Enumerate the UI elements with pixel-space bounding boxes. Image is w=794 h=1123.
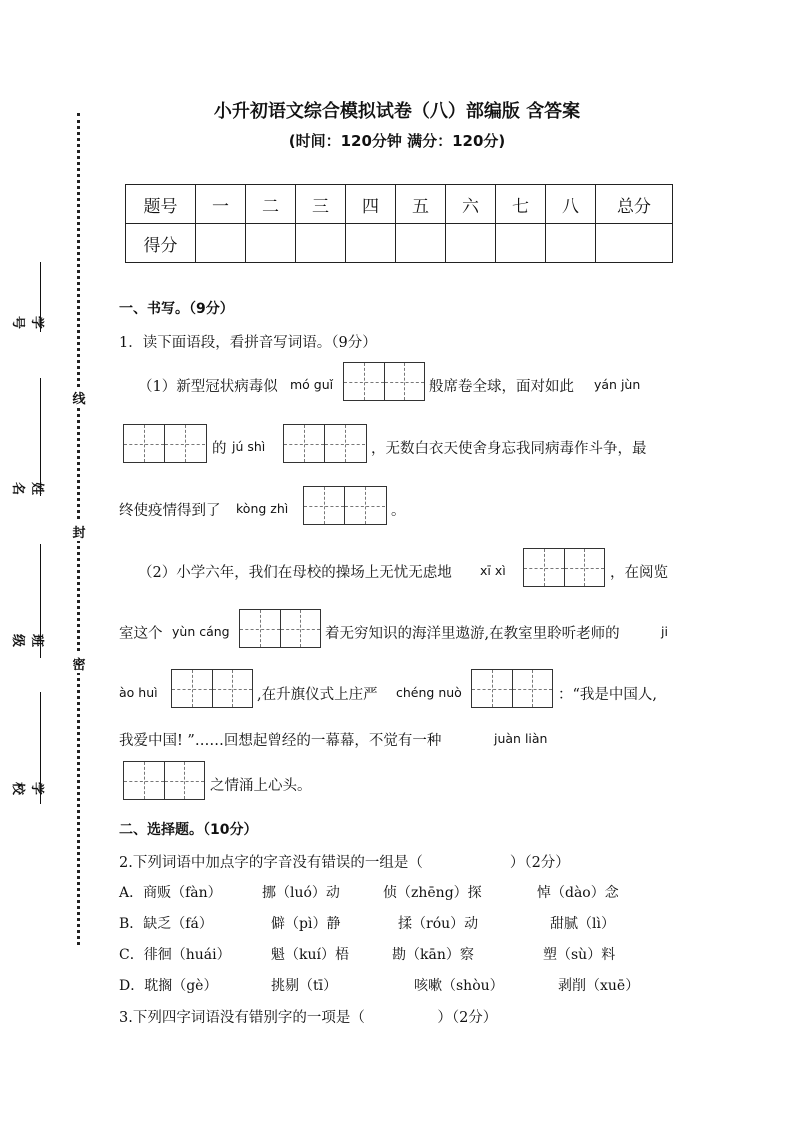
pinyin-juanlian: juàn liàn	[494, 731, 548, 746]
seal-mark-xian: 线	[71, 388, 87, 407]
option-a-4: 悼（dào）念	[537, 885, 619, 901]
score-cell[interactable]	[346, 224, 396, 263]
answer-box-juanlian[interactable]	[123, 761, 205, 800]
option-b-4: 甜腻（lì）	[550, 916, 615, 932]
p1-text-a: （1）新型冠状病毒似	[138, 379, 278, 395]
score-cell[interactable]	[196, 224, 246, 263]
option-b-3: 揉（róu）动	[398, 916, 479, 932]
option-c-3: 勘（kān）察	[392, 947, 474, 963]
option-b-1[interactable]: B．缺乏（fá）	[119, 916, 213, 932]
answer-box-jushi[interactable]	[283, 424, 367, 463]
class-label: 班级	[10, 634, 44, 648]
score-cell[interactable]	[446, 224, 496, 263]
pinyin-xixi: xī xì	[480, 563, 506, 578]
seal-mark-mi: 密	[71, 654, 87, 673]
answer-box-xixi[interactable]	[523, 548, 605, 587]
p2-text-g: 我爱中国! ”……回想起曾经的一幕幕，不觉有一种	[119, 733, 442, 749]
option-a-2: 挪（luó）动	[262, 885, 340, 901]
header-cell: 四	[346, 185, 396, 224]
header-cell: 六	[446, 185, 496, 224]
p1-text-c: 的	[212, 441, 227, 457]
option-d-3: 咳嗽（shòu）	[414, 978, 504, 994]
score-table	[125, 184, 673, 263]
score-table-header-row	[126, 185, 673, 224]
p2-text-c: 室这个	[119, 626, 163, 642]
p2-text-h: 之情涌上心头。	[210, 778, 312, 794]
header-cell: 三	[296, 185, 346, 224]
header-cell: 二	[246, 185, 296, 224]
option-d-1[interactable]: D．耽搁（gè）	[119, 978, 218, 994]
name-label: 姓名	[10, 482, 44, 496]
question-3: 3.下列四字词语没有错别字的一项是（ ）（2分）	[119, 1010, 498, 1026]
option-c-1[interactable]: C．徘徊（huái）	[119, 947, 231, 963]
pinyin-chengnuo: chéng nuò	[396, 685, 462, 700]
section1-heading: 一、书写。（9分）	[119, 301, 234, 317]
pinyin-yanjun: yán jùn	[594, 377, 641, 392]
pinyin-jiaohui-b: ào huì	[119, 685, 158, 700]
score-cell[interactable]	[296, 224, 346, 263]
answer-box-mogui[interactable]	[343, 362, 425, 401]
score-cell[interactable]	[396, 224, 446, 263]
option-a-1[interactable]: A．商贩（fàn）	[119, 885, 222, 901]
p1-text-d: ，无数白衣天使舍身忘我同病毒作斗争，最	[371, 441, 647, 457]
answer-box-jiaohui[interactable]	[171, 669, 253, 708]
option-d-2: 挑剔（tī）	[271, 978, 338, 994]
p2-text-e: ,在升旗仪式上庄严	[257, 687, 378, 703]
pinyin-jiaohui-a: ji	[661, 624, 668, 639]
answer-box-kongzhi[interactable]	[303, 486, 387, 525]
header-cell: 五	[396, 185, 446, 224]
score-table-score-row	[126, 224, 673, 263]
answer-box-chengnuo[interactable]	[471, 669, 553, 708]
p2-text-a-visible: （2）小学六年，我们在母校的操场上无忧无虑地	[138, 565, 452, 581]
exam-subtitle: (时间：120分钟 满分：120分)	[288, 132, 506, 150]
pinyin-yuncang: yùn cáng	[172, 624, 230, 639]
header-cell: 总分	[596, 185, 673, 224]
option-a-3: 侦（zhēng）探	[383, 885, 482, 901]
option-d-4: 剥削（xuē）	[558, 978, 640, 994]
score-cell[interactable]	[496, 224, 546, 263]
p1-text-f: 。	[391, 503, 406, 519]
p2-text-f: ：“我是中国人,	[558, 687, 658, 703]
seal-mark-feng: 封	[71, 522, 87, 541]
pinyin-kongzhi: kòng zhì	[236, 501, 289, 516]
question-2: 2.下列词语中加点字的字音没有错误的一组是（ ）（2分）	[119, 855, 570, 871]
student-id-label: 学号	[10, 316, 44, 330]
answer-box-yuncang[interactable]	[239, 609, 321, 648]
option-b-2: 僻（pì）静	[271, 916, 341, 932]
school-label: 学校	[10, 782, 44, 796]
p1-text-e: 终使疫情得到了	[119, 503, 221, 519]
header-cell: 一	[196, 185, 246, 224]
score-cell[interactable]	[596, 224, 673, 263]
p2-text-b: ，在阅览	[610, 565, 668, 581]
name-line	[40, 378, 41, 496]
score-row-label: 得分	[126, 224, 196, 263]
p2-text-d: 着无穷知识的海洋里遨游,在教室里聆听老师的	[325, 626, 620, 642]
section2-heading: 二、选择题。（10分）	[119, 822, 258, 838]
header-cell: 题号	[126, 185, 196, 224]
option-c-2: 魁（kuí）梧	[271, 947, 349, 963]
answer-box-yanjun[interactable]	[123, 424, 207, 463]
p1-text-b: 般席卷全球，面对如此	[429, 379, 574, 395]
score-cell[interactable]	[546, 224, 596, 263]
exam-title: 小升初语文综合模拟试卷（八）部编版 含答案	[213, 101, 581, 122]
header-cell: 七	[496, 185, 546, 224]
score-cell[interactable]	[246, 224, 296, 263]
option-c-4: 塑（sù）料	[543, 947, 616, 963]
question-1: 1．读下面语段，看拼音写词语。（9分）	[119, 335, 377, 351]
pinyin-mogui: mó guǐ	[290, 377, 334, 392]
header-cell: 八	[546, 185, 596, 224]
pinyin-jushi: jú shì	[232, 439, 266, 454]
